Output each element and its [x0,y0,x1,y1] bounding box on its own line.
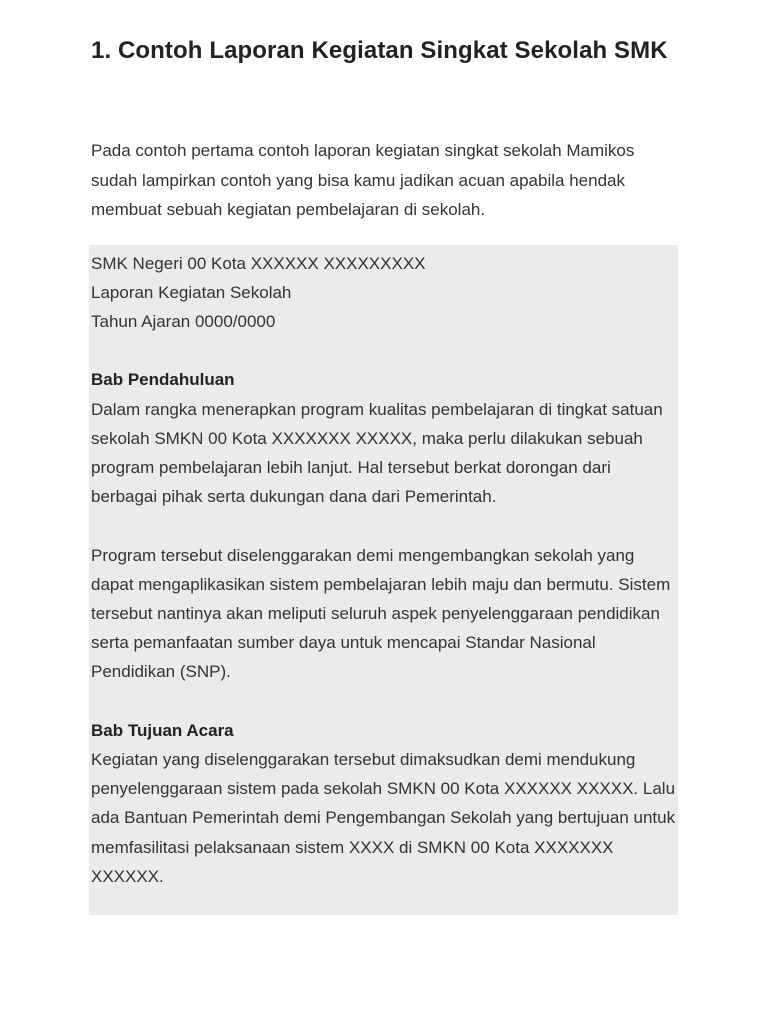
spacer [91,687,678,716]
section-heading-tujuan-acara: Bab Tujuan Acara [91,720,234,740]
academic-year: Tahun Ajaran 0000/0000 [91,311,276,331]
school-name: SMK Negeri 00 Kota XXXXXX XXXXXXXXX [91,253,426,273]
section-paragraph: Kegiatan yang diselenggarakan tersebut dimaksudkan demi mendukung penyelenggaraan sistem pada sekolah SMKN 00 Kota XXXXXX XXXXX. Lalu ada Bantuan Pemerintah demi Pengembangan Sekolah yang bertujuan untuk memfasilitasi pelaksanaan sistem XXXX di SMKN 00 Kota XXXXXXX XXXXXX. [91,749,676,886]
intro-paragraph: Pada contoh pertama contoh laporan kegiatan singkat sekolah Mamikos sudah lampirkan contoh yang bisa kamu jadikan acuan apabila hendak membuat sebuah kegiatan pembelajaran di sekolah. [91,141,635,219]
section-paragraph: Program tersebut diselenggarakan demi mengembangkan sekolah yang dapat mengaplikasikan sistem pembelajaran lebih maju dan bermutu. Sistem tersebut nantinya akan meliputi seluruh aspek penyelenggaraan pendidikan serta pemanfaatan sumber daya untuk mencapai Standar Nasional Pendidikan (SNP). [91,545,671,682]
example-report-box [89,245,678,915]
report-title: Laporan Kegiatan Sekolah [91,282,292,302]
spacer [91,511,678,540]
article-heading: 1. Contoh Laporan Kegiatan Singkat Sekolah SMK [91,37,668,64]
section-heading-pendahuluan: Bab Pendahuluan [91,370,235,390]
article [91,36,679,915]
section-paragraph: Dalam rangka menerapkan program kualitas pembelajaran di tingkat satuan sekolah SMKN 00 Kota XXXXXXX XXXXX, maka perlu dilakukan sebuah program pembelajaran lebih lanjut. Hal tersebut berkat dorongan dari berbagai pihak serta dukungan dana dari Pemerintah. [91,399,663,507]
spacer [91,336,678,365]
